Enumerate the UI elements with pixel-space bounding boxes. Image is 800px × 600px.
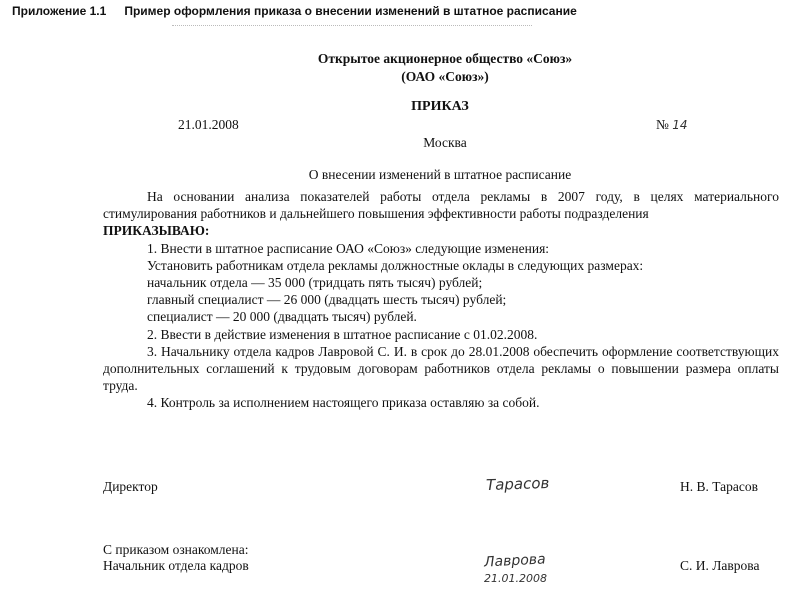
order-date: 21.01.2008 — [178, 117, 239, 132]
item-4: 4. Контроль за исполнением настоящего приказа оставляю за собой. — [147, 395, 540, 411]
salary-line: специалист — 20 000 (двадцать тысяч) рублей. — [147, 309, 417, 325]
order-number-value: 14 — [672, 118, 688, 132]
salary-line: начальник отдела — 35 000 (тридцать пять тысяч) рублей; — [147, 275, 483, 291]
order-number — [656, 117, 688, 133]
organization-short-name: (ОАО «Союз») — [401, 69, 489, 84]
acknowledger-name: С. И. Лаврова — [680, 558, 760, 573]
item-1: 1. Внести в штатное расписание ОАО «Союз» следующие изменения: — [147, 240, 550, 256]
order-title: ПРИКАЗ — [411, 99, 469, 114]
acknowledgement-line-2: Начальник отдела кадров — [103, 558, 249, 573]
acknowledgement-line-1: С приказом ознакомлена: — [103, 542, 249, 557]
appendix-label: Приложение 1.1 — [12, 4, 107, 18]
item-2: 2. Ввести в действие изменения в штатное расписание с 01.02.2008. — [147, 326, 538, 342]
hr-signature-date: 21.01.2008 — [484, 572, 547, 585]
director-signature: Тарасов — [485, 473, 550, 495]
item-3: 3. Начальнику отдела кадров Лавровой С. И. в срок до 28.01.2008 обеспечить оформление соответствующих дополнительных соглашений к трудовым договорам работников отдела рекламы о повышении размера оплаты труда. — [103, 343, 779, 394]
intro-paragraph: На основании анализа показателей работы отдела рекламы в 2007 году, в целях материального стимулирования работников и дальнейшего повышения эффективности работы подразделения — [103, 189, 779, 222]
signer-name: Н. В. Тарасов — [680, 479, 759, 494]
signer-position: Директор — [103, 479, 158, 494]
order-body — [103, 188, 779, 412]
order-number-label: № — [656, 117, 669, 132]
order-city: Москва — [423, 135, 467, 150]
decree-heading: ПРИКАЗЫВАЮ: — [103, 223, 210, 239]
item-1-sub: Установить работникам отдела рекламы должностные оклады в следующих размерах: — [147, 257, 644, 273]
appendix-caption: Пример оформления приказа о внесении изменений в штатное расписание — [124, 4, 577, 18]
hr-signature: Лаврова — [483, 551, 547, 571]
organization-name: Открытое акционерное общество «Союз» — [317, 51, 573, 66]
order-subject: О внесении изменений в штатное расписание — [308, 167, 572, 182]
salary-line: главный специалист — 26 000 (двадцать шесть тысяч) рублей; — [147, 292, 507, 308]
